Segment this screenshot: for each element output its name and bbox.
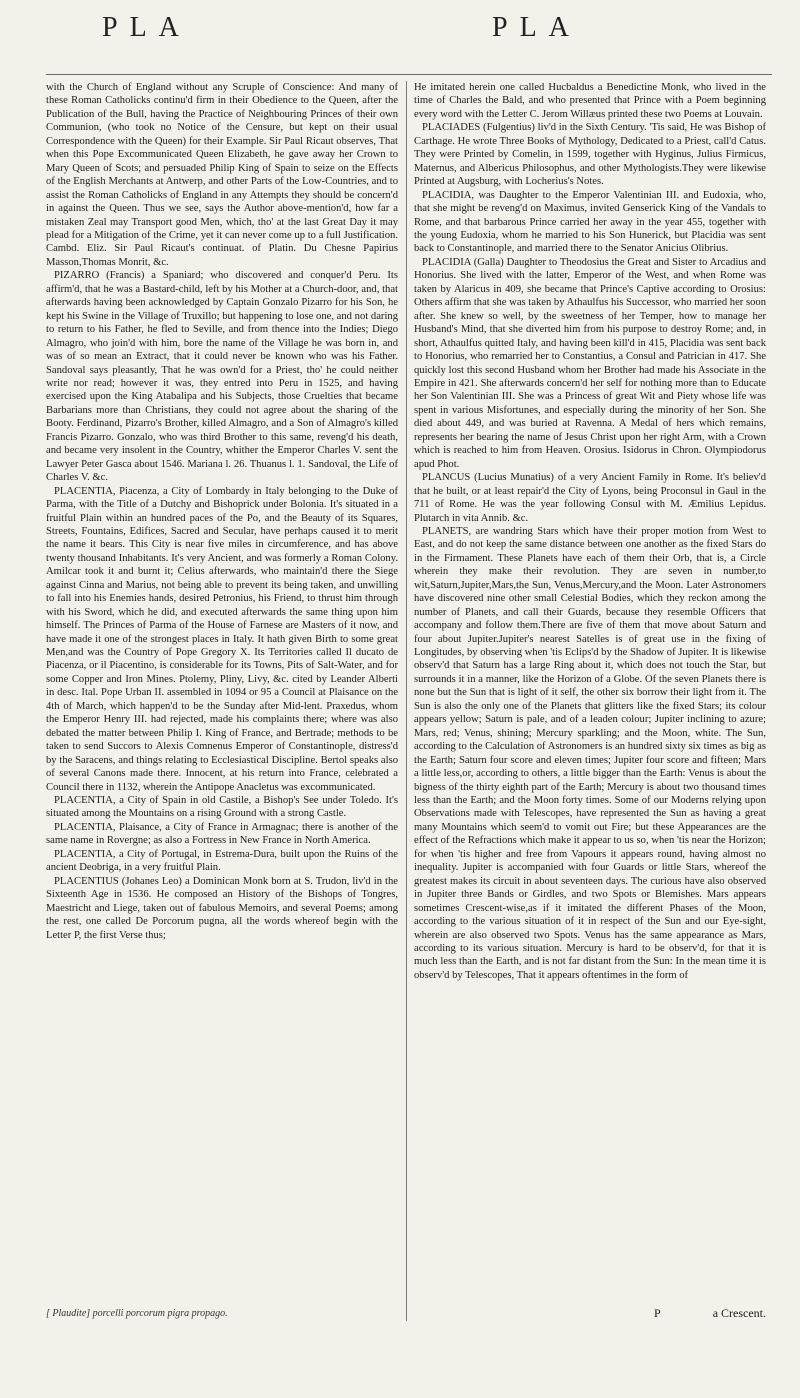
paragraph: with the Church of England without any Scruple of Conscience: And many of these Roman Catholicks continu'd firm in their Obedience to the Queen, after the Publication of the Bull, having the Practice of Neighbouring Princes of their own Communion, (who took no Notice of the Censure, but kept on their usual Correspondence with the Queen) for their Example. Sir Paul Ricaut observes, That when this Pope Excommunicated Queen Elizabeth, he gave away her Crown to Mary Queen of Scots; and persuaded Philip King of Spain to seize on the Effects of the English Merchants at Antwerp, and other Parts of the Low-Countries, and to assist the Roman Catholicks of England in any Attempts they should be concern'd in against the Queen. Thus we see, says the Author above-mention'd, how far a mistaken Zeal may Transport good Men, which, tho' at the last Great Day it may plead for a Mitigation of the Crime, yet it can never come up to a full Justification. Cambd. Eliz. Sir Paul Ricaut's continuat. of Platin. Du Chesne Papirius Masson,Thomas Monrit, &c. [46, 82, 398, 268]
paragraph: He imitated herein one called Hucbaldus a Benedictine Monk, who lived in the time of Charles the Bald, and who presented that Prince with a Poem beginning every word with the Letter C. Jerom Willæus printed these two Poems at Louvain. [414, 82, 766, 120]
page-footer [414, 1306, 766, 1324]
running-header [46, 12, 772, 75]
header-right: PLA [492, 12, 581, 43]
verse-line: [ Plaudite] porcelli porcorum pigra propago. [46, 1308, 228, 1319]
entry-placidia: PLACIDIA, was Daughter to the Emperor Valentinian III. and Eudoxia, who, that she might be reveng'd on Maximus, invited Genserick King of the Vandals to Rome, and that barbarous Prince carried her away in the year 455, together with the young Eudoxia, whom he married to his Son Hunerick, but Placidia was sent back to Constantinople, and married there to the Senator Anicius Olibrius. [414, 189, 766, 255]
entry-placentia-italy: PLACENTIA, Piacenza, a City of Lombardy in Italy belonging to the Duke of Parma, with the Title of a Dutchy and Bishoprick under Bolonia. It's situated in a fruitful Plain within an hundred paces of the Po, and the Beauty of its Squares, Streets, Fountains, Edifices, Sacred and Secular, have perhaps caused it to merit the name it bears. This City is near five miles in circumference, and has above twenty thousand Inhabitants. It's very Ancient, and was formerly a Roman Colony. Amilcar took it and burnt it; Celius afterwards, who maintain'd there the Siege against Cinna and Marius, not being able to prevent its being taken, and unwilling to fall into his Enemies hands, desired Petronius, his Friend, to thrust him through with his Sword, which he did, and executed afterwards the same thing upon him himself. The Princes of Parma of the House of Farnese are Masters of it now, and have made it one of the strongest places in Italy. It hath given Birth to some great Men,and was the Country of Pope Gregory X. Its Territories called Il ducato de Piacenza, or il Piacentino, is considerable for its Towns, Pits of Salt-Water, and for some Copper and Iron Mines. Ptolemy, Pliny, Livy, &c. cited by Leander Alberti in desc. Ital. Pope Urban II. assembled in 1094 or 95 a Council at Plaisance on the 4th of March, which happen'd to be the Sunday after Mid-lent. Praxedus, whom the Emperor Henry III. had rejected, made his complaints there; where was also debated the matter between Philip I. King of France, and Bertrade; methods to be taken to send Succors to Alexis Comnenus Emperor of Constantinople, distress'd by the Saracens, and things relating to Ecclesiastical Discipline. Bertol speaks also of several Canons made there. Innocent, at his return into France, celebrated a Council there in 1132, wherein the Antipope Anacletus was excommunicated. [46, 485, 398, 793]
text-columns [46, 81, 772, 1381]
entry-placentius: PLACENTIUS (Johanes Leo) a Dominican Monk born at S. Trudon, liv'd in the Sixteenth Age in 1536. He composed an History of the Bishops of Tongres, Maestricht and Liege, taken out of fabulous Memoirs, and several Poems; among the rest, one called De Porcorum pugna, all the words whereof begin with the Letter P, the first Verse thus; [46, 875, 398, 941]
entry-placiades: PLACIADES (Fulgentius) liv'd in the Sixth Century. 'Tis said, He was Bishop of Carthage. He wrote Three Books of Mythology, Dedicated to a Priest, call'd Catus. They were Printed by Comelin, in 1599, together with Hyginus, Julius Firmicus, Maternus, and Albericus Philosophus, and other Mythologists.They were likewise Printed at Augsburg, with Locherius's Notes. [414, 122, 766, 188]
entry-placentia-portugal: PLACENTIA, a City of Portugal, in Estrema-Dura, built upon the Ruins of the ancient Deobriga, in a very fruitful Plain. [46, 848, 398, 874]
entry-pizarro: PIZARRO (Francis) a Spaniard; who discovered and conquer'd Peru. Its affirm'd, that he was a Bastard-child, left by his Mother at a Church-door, and, that afterwards having been acknowledged by Captain Gonzalo Pizarro for his Son, he kept his Swine in the Village of Truxillo; but happening to lose one, and not daring to return to his Father, he fled to Seville, and from thence into the Indies; Diego Almagro, who join'd with him, bore the name of the Village he was born in, and was of so mean an Extract, that it could never be known who was his Father. Sandoval says pleasantly, That he was own'd for a Priest, tho' he could neither write nor read; however it was, they entred into Peru in 1525, and having exercised upon the King Atabalipa and his Subjects, those Cruelties that became Barbarians more than Christians, they could not agree about the sharing of the Booty. Ferdinand, Pizarro's Brother, killed Almagro, and a Son of Almagro's killed Francis Pizarro. Gonzalo, who was third Brother to this same, reveng'd his death, and became very insolent in the Country, whither the Emperor Charles V. sent the Lawyer Peter Gasca about 1546. Mariana l. 26. Thuanus l. 1. Sandoval, the Life of Charles V. &c. [46, 270, 398, 484]
entry-plancus: PLANCUS (Lucius Munatius) of a very Ancient Family in Rome. It's believ'd that he built, or at least repair'd the City of Lyons, being Proconsul in Gaul in the 711 of Rome. He was the year following Consul with M. Æmilius Lepidus. Plutarch in vita Annib. &c. [414, 472, 766, 524]
entry-planets: PLANETS, are wandring Stars which have their proper motion from West to East, and do not keep the same distance between one another as the fixed Stars do in the Firmament. These Planets have each of them their Orb, that is, a Circle wherein they make their revolution. They are seven in number,to wit,Saturn,Jupiter,Mars,the Sun, Venus,Mercury,and the Moon. Later Astronomers have discovered nine other small Celestial Bodies, which they reckon among the number of Planets, and call their Guards, because they resemble Officers that accompany and follow them.There are five of them that move about Saturn and four about Jupiter.Jupiter's nearest Satelles is of great use in the fixing of Longitudes, by observing when 'tis Eclips'd by the Shadow of Jupiter. It is likewise observ'd that Saturn has a large Ring about it, which does not touch the Star, but surrounds it in a manner, like the Horizon of a Globe. Of the seven Planets there is none but the Sun that is light of it self, the other six borrow their light from it. The Sun is also the only one of the Planets that glitters like the fixed Stars; its colour appears yellow; Saturn is pale, and of a leaden colour; Jupiter inclining to azure; Mars, red; Venus, shining; Mercury sparkling; and the Moon, white. The Sun, according to the Calculation of Astronomers is an hundred sixty six times as big as the Earth; Saturn four score and eleven times; Jupiter four score and fifteen; Mars a little less,or, according to others, a little bigger than the Earth: Venus is about the bigness of the thirty eighth part of the Earth; Mercury is about two thousand times less than the Earth; and the Moon forty times. Some of our Moderns relying upon Observations made with Telescopes, have represented the Sun as having a great many Mountains which seem'd to vomit out Fire; but these Appearances are the effect of the Refractions which make it appear to us so, when 'tis near the Horizon; for when 'tis higher and free from Vapours it appears round, having almost no inequality. Jupiter is accompanied with four Guards or little Stars, whereof the greatest makes its circuit in about seventeen days. The curious have also observed in Jupiter three Bands or Girdles, and two Spots or Blemishes. Mars appears sometimes Crescent-wise,as if it imitated the different Phases of the Moon, according to the various situation of it in respect of the Sun and our Eye-sight, wherein are also observed two Spots. Venus has the same appearance as Mars, according to its various situation. Mercury is hard to be observ'd, for that it is much less than the Earth, and is not far distant from the Sun: In the mean time it is observ'd by Telescopes, That it appears oftentimes in the form of [414, 525, 766, 981]
entry-placentia-france: PLACENTIA, Plaisance, a City of France in Armagnac; there is another of the same name in Rovergne; as also a Fortress in New France in North America. [46, 821, 398, 847]
signature-mark: P [654, 1306, 661, 1320]
left-column [46, 81, 398, 942]
right-column [414, 81, 766, 982]
entry-placentia-spain: PLACENTIA, a City of Spain in old Castile, a Bishop's See under Toledo. It's situated among the Mountains on a rising Ground with a strong Castle. [46, 795, 398, 820]
entry-placidia-galla: PLACIDIA (Galla) Daughter to Theodosius the Great and Sister to Arcadius and Honorius. She lived with the latter, Emperor of the West, and when Rome was taken by Alaricus in 409, she became that Prince's Captive according to Orosius: Others affirm that she was taken by Athaulfus his Successor, who married her soon after. She knew so well, by the sweetness of her Temper, how to manage her Husband's Mind, that she diverted him from his purpose to destroy Rome; and, in short, Athaulfus quitted Italy, and having been kill'd in 415, Placidia was sent back to Honorius, who remarried her to Constantius, a Consul and Patrician in 417. She quickly lost this second Husband whom her Brother had made his Associate in the Empire in 421. She afterwards concern'd her self for nothing more than to Educate her Son Valentinian III. She was a Princess of great Wit and Piety whose life was spent in various Misfortunes, and especially during the minority of her Son. She died about 449, and was buried at Ravenna. A Medal of hers which remains, represents her bearing the name of Jesus Christ upon her right Arm, with a Crown which is reached to him from Heaven. Orosius. Isidorus in Chron. Olympiodorus apud Phot. [414, 256, 766, 470]
column-divider [406, 81, 407, 1321]
catchword: a Crescent. [712, 1306, 766, 1320]
header-left: PLA [102, 12, 191, 43]
